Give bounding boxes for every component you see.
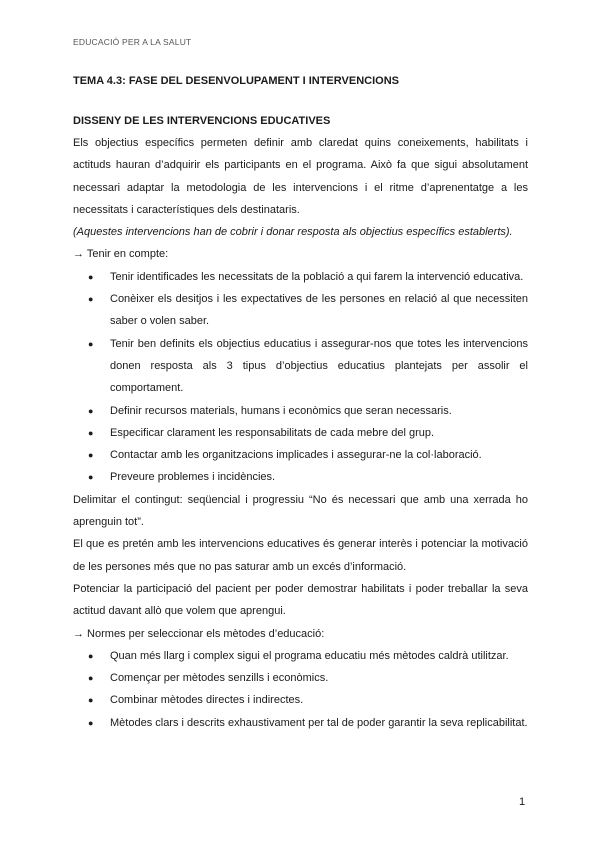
bullet-list-1 bbox=[73, 266, 528, 489]
bullet-icon: ● bbox=[88, 427, 94, 438]
page-title: TEMA 4.3: FASE DEL DESENVOLUPAMENT I INTERVENCIONS bbox=[73, 75, 399, 87]
document-body bbox=[73, 74, 528, 734]
bullet-icon: ● bbox=[88, 717, 94, 728]
list-item: ● Tenir identificades les necessitats de la població a qui farem la intervenció educativa. bbox=[73, 266, 528, 288]
paragraph-participation: Potenciar la participació del pacient per poder demostrar habilitats i poder treballar la seva actitud davant allò que volem que aprengui. bbox=[73, 582, 528, 618]
bullet-icon: ● bbox=[88, 650, 94, 661]
paragraph-content: Delimitar el contingut: seqüencial i progressiu “No és necessari que amb una xerrada ho aprenguin tot”. bbox=[73, 493, 528, 529]
bullet-icon: ● bbox=[88, 271, 94, 282]
list-item: ● Combinar mètodes directes i indirectes. bbox=[73, 689, 528, 711]
list-item: ● Especificar clarament les responsabilitats de cada mebre del grup. bbox=[73, 422, 528, 444]
list-item: ● Tenir ben definits els objectius educatius i assegurar-nos que totes les intervencions donen resposta als 3 tipus d’objectius educatius plantejats per assolir el comportament. bbox=[73, 333, 528, 400]
arrow-heading-1: → Tenir en compte: bbox=[73, 248, 169, 261]
list-item: ● Contactar amb les organitzacions implicades i assegurar-ne la col·laboració. bbox=[73, 444, 528, 466]
bullet-icon: ● bbox=[88, 450, 94, 461]
bullet-icon: ● bbox=[88, 673, 94, 684]
list-item: ● Preveure problemes i incidències. bbox=[73, 466, 528, 488]
page-header: EDUCACIÓ PER A LA SALUT bbox=[73, 37, 192, 47]
bullet-icon: ● bbox=[88, 294, 94, 305]
section-title: DISSENY DE LES INTERVENCIONS EDUCATIVES bbox=[73, 115, 331, 127]
intro-paragraph: Els objectius específics permeten definir amb claredat quins coneixements, habilitats i actituds hauran d’adquirir els participants en el programa. Això fa que sigui absolutament necessari adaptar la metodologia de les intervencions i el ritme d’aprenentatge a les necessitats i característiques dels destinataris. bbox=[73, 137, 528, 216]
arrow-heading-2: → Normes per seleccionar els mètodes d’educació: bbox=[73, 627, 325, 640]
bullet-icon: ● bbox=[88, 338, 94, 349]
list-item: ● Començar per mètodes senzills i econòmics. bbox=[73, 667, 528, 689]
list-item: ● Mètodes clars i descrits exhaustivament per tal de poder garantir la seva replicabilitat. bbox=[73, 712, 528, 734]
bullet-icon: ● bbox=[88, 472, 94, 483]
bullet-icon: ● bbox=[88, 405, 94, 416]
list-item: ● Conèixer els desitjos i les expectatives de les persones en relació al que necessiten saber o volen saber. bbox=[73, 288, 528, 333]
page-number: 1 bbox=[519, 796, 526, 808]
list-item: ● Quan més llarg i complex sigui el programa educatiu més mètodes caldrà utilitzar. bbox=[73, 645, 528, 667]
list-item: ● Definir recursos materials, humans i econòmics que seran necessaris. bbox=[73, 400, 528, 422]
bullet-icon: ● bbox=[88, 695, 94, 706]
italic-note: (Aquestes intervencions han de cobrir i donar resposta als objectius específics establerts). bbox=[73, 226, 513, 239]
bullet-list-2 bbox=[73, 645, 528, 734]
paragraph-motivation: El que es pretén amb les intervencions educatives és generar interès i potenciar la motivació de les persones més que no pas saturar amb un excés d’informació. bbox=[73, 538, 528, 573]
